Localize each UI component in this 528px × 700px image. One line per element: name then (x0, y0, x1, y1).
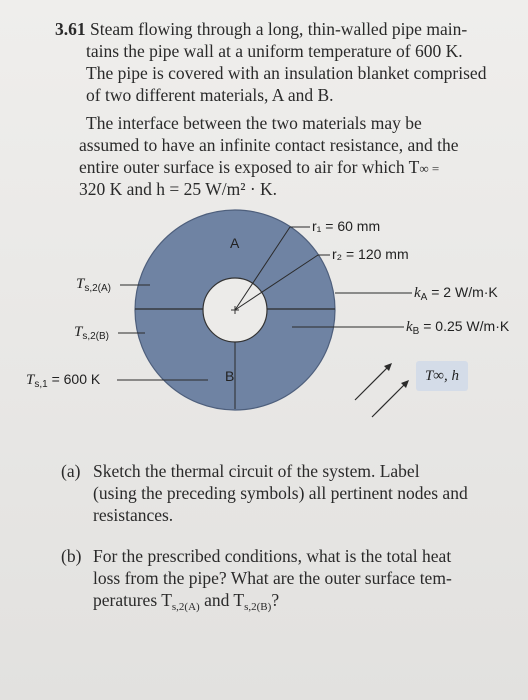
question-b-line-2: loss from the pipe? What are the outer surface tem- (93, 568, 452, 588)
region-b-label: B (225, 368, 235, 384)
question-b-tag: (b) (61, 546, 82, 566)
ka-label: $k_A = 2$ W/m·K (414, 284, 498, 303)
intro-line-2-block (86, 40, 506, 62)
question-b-line-1: For the prescribed conditions, what is the total heat (93, 546, 452, 566)
kb-label: $k_B = 0.25$ W/m·K (406, 318, 510, 337)
region-a-label: A (230, 235, 240, 251)
intro-line-1: Steam flowing through a long, thin-walled pipe main- (90, 19, 468, 39)
ts2a-label: $T_{s,2(A)}$ (76, 276, 112, 294)
ts1-label: $T_{s,1} = 600$ K (26, 371, 101, 390)
question-a-line-1: Sketch the thermal circuit of the system. Label (93, 461, 420, 481)
r1-label: r₁ = 60 mm (312, 218, 381, 234)
intro-line-3: The pipe is covered with an insulation blanket comprised (86, 63, 487, 83)
intro-line-3-block (86, 62, 506, 84)
problem-number: 3.61 (55, 19, 86, 39)
question-a (61, 460, 505, 526)
intro-line-4: of two different materials, A and B. (86, 85, 334, 105)
para2-line-2-block (79, 134, 509, 156)
para2-line-2: assumed to have an infinite contact resistance, and the (79, 135, 459, 155)
para2-line-1: The interface between the two materials may be (86, 113, 422, 133)
para2-line-1-block (86, 112, 506, 134)
ts2b-label: $T_{s,2(B)}$ (74, 324, 110, 342)
para2-line-3-block (79, 156, 509, 180)
ambient-conditions-box: T∞, h (416, 361, 468, 391)
t-infinity-suffix: ∞ = (419, 161, 440, 176)
para2-line-4: 320 K and h = 25 W/m² · K. (79, 179, 278, 199)
para2-line-4-block (79, 178, 509, 200)
intro-line-2: tains the pipe wall at a uniform temperature of 600 K. (86, 41, 463, 61)
question-a-line-2: (using the preceding symbols) all pertinent nodes and (93, 483, 468, 503)
r2-label: r₂ = 120 mm (332, 246, 409, 262)
question-a-line-3: resistances. (93, 505, 174, 525)
intro-line-4-block (86, 84, 506, 106)
question-a-tag: (a) (61, 461, 81, 481)
problem-paragraph-1 (55, 18, 495, 40)
para2-line-3: entire outer surface is exposed to air for which T (79, 157, 420, 177)
airflow-arrow-2 (372, 382, 407, 417)
airflow-arrow-1 (355, 365, 390, 400)
pipe-insulation-diagram (0, 205, 528, 435)
question-b-line-3: peratures $T_{s,2(A)}$ and $T_{s,2(B)}$? (93, 590, 280, 613)
question-b (61, 545, 505, 618)
